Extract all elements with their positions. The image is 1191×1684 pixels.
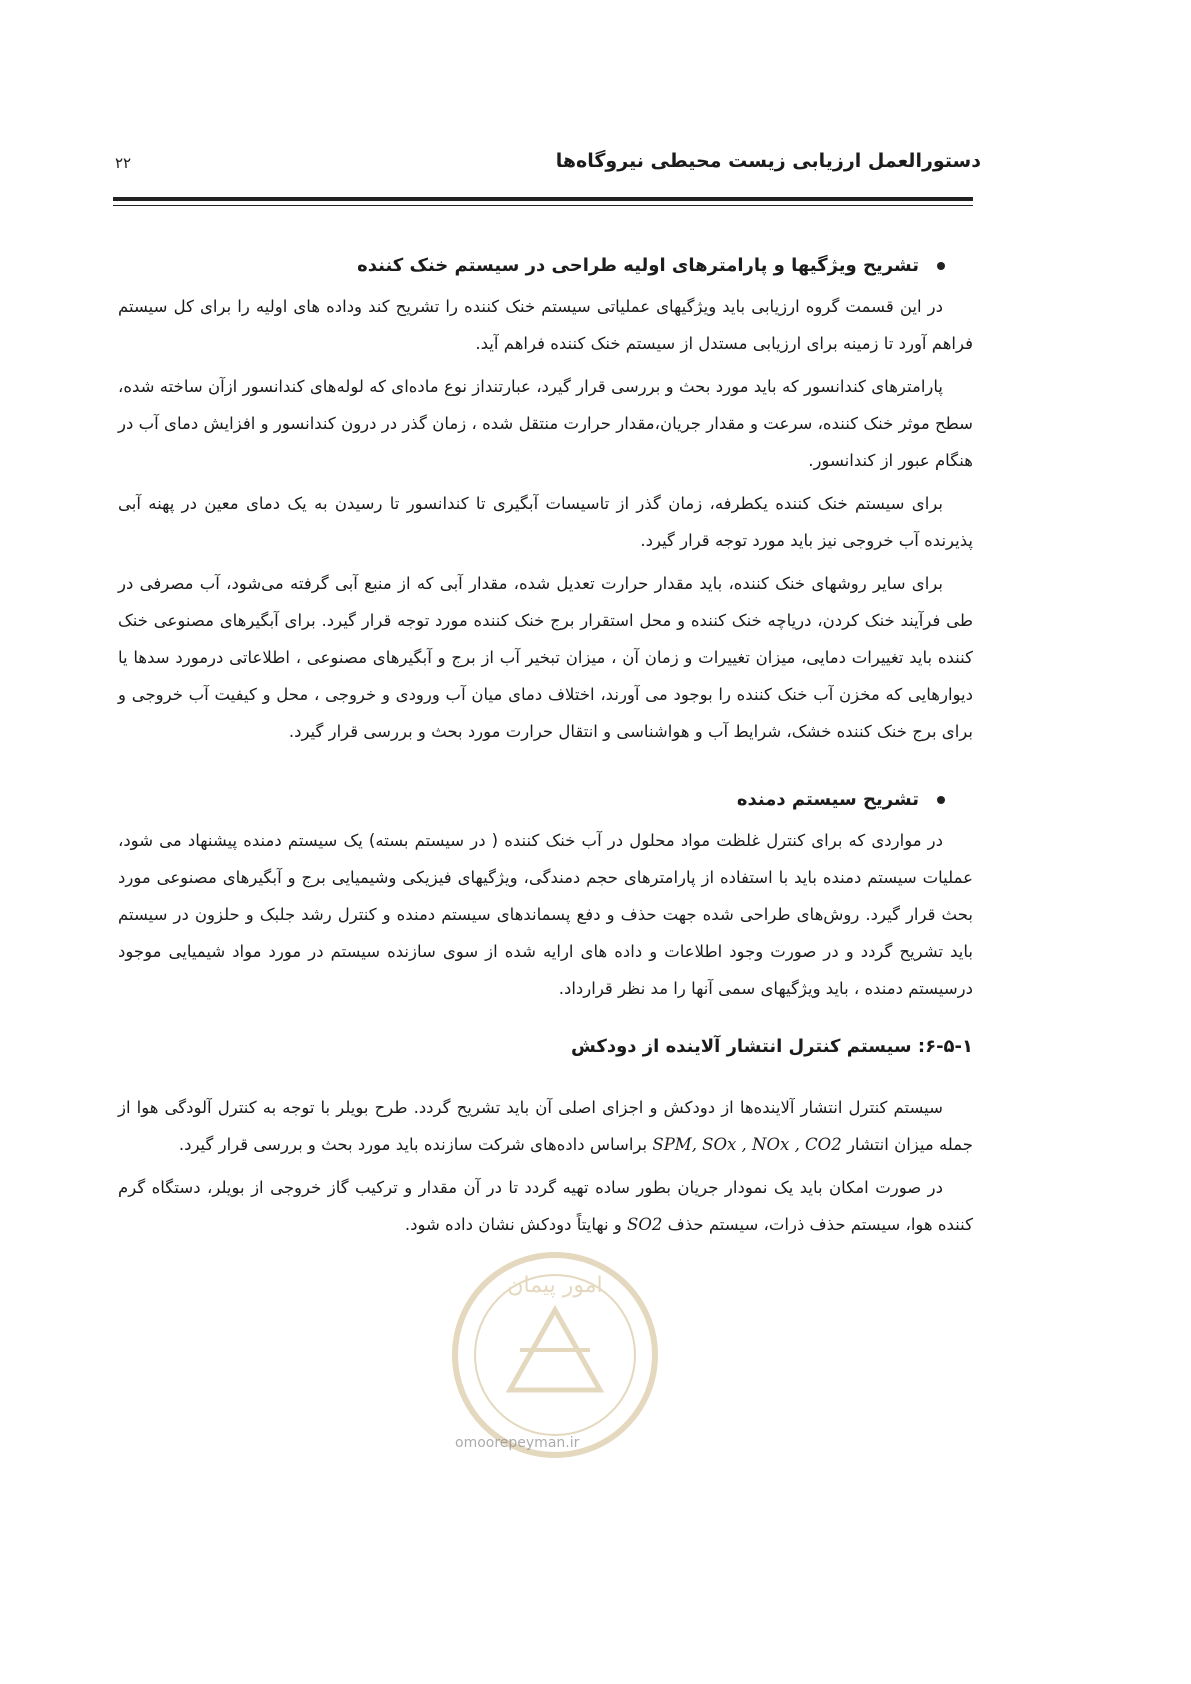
paragraph: در این قسمت گروه ارزیابی باید ویژگیهای عملیاتی سیستم خنک کننده را تشریح کند وداده های اولیه را برای کل سیستم فراهم آورد تا زمینه برای ارزیابی مستدل از سیستم خنک کننده فراهم آید. [118,297,973,353]
running-header [115,150,981,190]
heading-stack-emission: ۶-۵-۱: سیستم کنترل انتشار آلاینده از دودکش [570,1036,973,1057]
paragraph: در صورت امکان باید یک نمودار جریان بطور ساده تهیه گردد تا در آن مقدار و ترکیب گاز خروجی از بویلر، دستگاه گرم کننده هوا، سیستم حذف ذرات، سیستم حذف SO2 و نهایتاً دودکش نشان داده شود. [118,1178,973,1234]
header-rule-thin [113,205,973,206]
heading-cooling-system: تشریح ویژگیها و پارامترهای اولیه طراحی در سیستم خنک کننده [118,248,945,284]
body-text [118,248,973,1249]
so2-formula: SO2 [627,1215,663,1234]
pollutant-formula: SPM, SOx , NOx , CO2 [652,1135,842,1154]
paragraph: در مواردی که برای کنترل غلظت مواد محلول در آب خنک کننده ( در سیستم بسته) یک سیستم دمنده پیشنهاد می شود، عملیات سیستم دمنده باید با استفاده از پارامترهای حجم دمندگی، ویژگیهای فیزیکی وشیمیایی برج و آبگیرهای مصنوعی مورد بحث قرار گیرد. روش‌های طراحی شده جهت حذف و دفع پسماندهای سیستم دمنده و کنترل رشد جلبک و حلزون در سیستم باید تشریح گردد و در صورت وجود اطلاعات و داده های ارایه شده از سوی سازنده سیستم در مورد مواد شیمیایی موجود درسیستم دمنده ، باید ویژگیهای سمی آنها را مد نظر قرارداد. [118,831,973,998]
paragraph: سیستم کنترل انتشار آلاینده‌ها از دودکش و اجزای اصلی آن باید تشریح گردد. طرح بویلر با توجه به کنترل آلودگی هوا از جمله میزان انتشار SPM, SOx , NOx , CO2 براساس داده‌های شرکت سازنده باید مورد بحث و بررسی قرار گیرد. [118,1098,973,1154]
header-rule-thick [113,197,973,201]
paragraph: برای سیستم خنک کننده یکطرفه، زمان گذر از تاسیسات آبگیری تا کندانسور تا رسیدن به یک دمای معین در پهنه آبی پذیرنده آب خروجی نیز باید مورد توجه قرار گیرد. [118,494,973,550]
heading-blowdown-system: تشریح سیستم دمنده [118,782,945,818]
watermark-site: omoorepeyman.ir [455,1435,580,1451]
bullet-dot-icon [937,796,945,804]
bullet-dot-icon [937,262,945,270]
running-title: دستورالعمل ارزیابی زیست محیطی نیروگاه‌ها [555,150,981,172]
seal-text: امور پیمان [507,1273,603,1298]
paragraph: پارامترهای کندانسور که باید مورد بحث و بررسی قرار گیرد، عبارتنداز نوع ماده‌ای که لوله‌های کندانسور ازآن ساخته شده، سطح موثر خنک کننده، سرعت و مقدار جریان،مقدار حرارت منتقل شده ، زمان گذر در درون کندانسور و افزایش دمای آب در هنگام عبور از کندانسور. [118,377,973,470]
page-number: ۲۲ [115,154,132,172]
paragraph: برای سایر روشهای خنک کننده، باید مقدار حرارت تعدیل شده، مقدار آبی که از منبع آبی گرفته می‌شود، آب مصرفی در طی فرآیند خنک کردن، دریاچه خنک کننده و محل استقرار برج خنک کننده مورد توجه قرار گیرد. برای آبگیرهای مصنوعی خنک کننده باید تغییرات دمایی، میزان تغییرات و زمان آن ، میزان تبخیر آب از برج و آبگیرهای مصنوعی ، اطلاعاتی درمورد سدها یا دیوارهایی که مخزن آب خنک کننده را بوجود می آورند، اختلاف دمای میان آب ورودی و خروجی ، محل و کیفیت آب خروجی و برای برج خنک کننده خشک، شرایط آب و هواشناسی و انتقال حرارت مورد بحث و بررسی قرار گیرد. [118,574,973,741]
